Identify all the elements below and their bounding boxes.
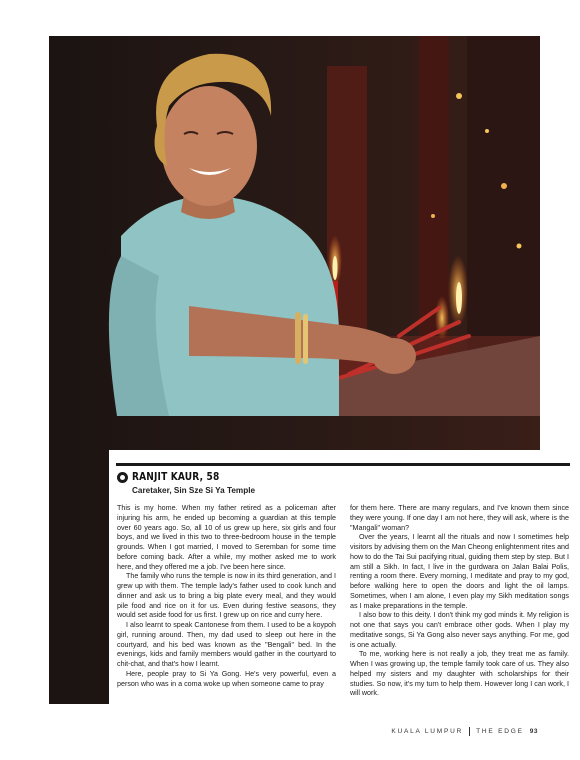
article-body [117,504,569,699]
column-right [350,504,569,699]
paragraph: Over the years, I learnt all the rituals and now I sometimes help visitors by advising them on the Man Cheong enlightenment rites and how to do the Tai Sui pacifying ritual, guiding them step by step. But I am still a Sikh. In fact, I live in the gurdwara on Jalan Balai Polis, renting a room there. Every morning, I meditate and pray to my god, before walking here to open the doors and light the oil lamps. Sometimes, when I am alone, I even play my Sikh meditation songs as I make preparations in the temple. [350,533,569,610]
page-number: 93 [529,728,538,735]
caption-card [109,450,577,724]
paragraph: Here, people pray to Si Ya Gong. He's very powerful, even a person who was in a coma woke up when someone came to pray [117,669,336,688]
paragraph: I also learnt to speak Cantonese from them. I used to be a koypoh girl, running around. Then, my dad used to sleep out here in the courtyard, and his bed was known as the "Bengali" bed. In the evenings, kids and family members would gather in the courtyard to chit-chat, and that's how I learnt. [117,621,336,668]
paragraph: I also bow to this deity. I don't think my god minds it. My religion is not one that says you can't embrace other gods. When I play my meditative songs, Si Ya Gong also never says anything. For me, god is one actually. [350,611,569,649]
paragraph: To me, working here is not really a job, they treat me as family. When I was growing up, the temple family took care of us. They also helped my sisters and my daughter with scholarships for their studies. So now, it's my turn to help them. However long I can work, I will work. [350,650,569,698]
portrait-photo [49,36,569,704]
footer-section: KUALA LUMPUR [391,728,464,735]
name-row [117,471,234,483]
column-left [117,504,336,699]
divider [116,463,570,466]
paragraph: This is my home. When my father retired as a policeman after injuring his arm, he ended up becoming a guardian at this temple over 60 years ago. So, all 10 of us grew up here, six girls and four boys, and we lived in this two to three-bedroom house in the temple grounds. When I got married, I moved to Seremban for some time before coming back. After a while, my mother asked me to work here, and they offered me a job. I've been here since. [117,504,336,571]
paragraph: for them here. There are many regulars, and I've known them since they were young. If one day I am not here, they will ask, where is the "Mangali" woman? [350,504,569,532]
page-footer [391,727,538,736]
camera-icon [117,472,128,483]
person-name: RANJIT KAUR, 58 [132,471,220,483]
footer-divider [469,727,470,736]
paragraph: The family who runs the temple is now in its third generation, and I grew up with them. The temple lady's father used to cook lunch and dinner and ask us to bring a big plate every meal, and they would pile food and rice on it for us. Even during festive seasons, they would set aside food for us first. I grew up on rice and curry here. [117,572,336,620]
person-role: Caretaker, Sin Sze Si Ya Temple [132,486,256,495]
footer-publication: THE EDGE [476,728,524,735]
